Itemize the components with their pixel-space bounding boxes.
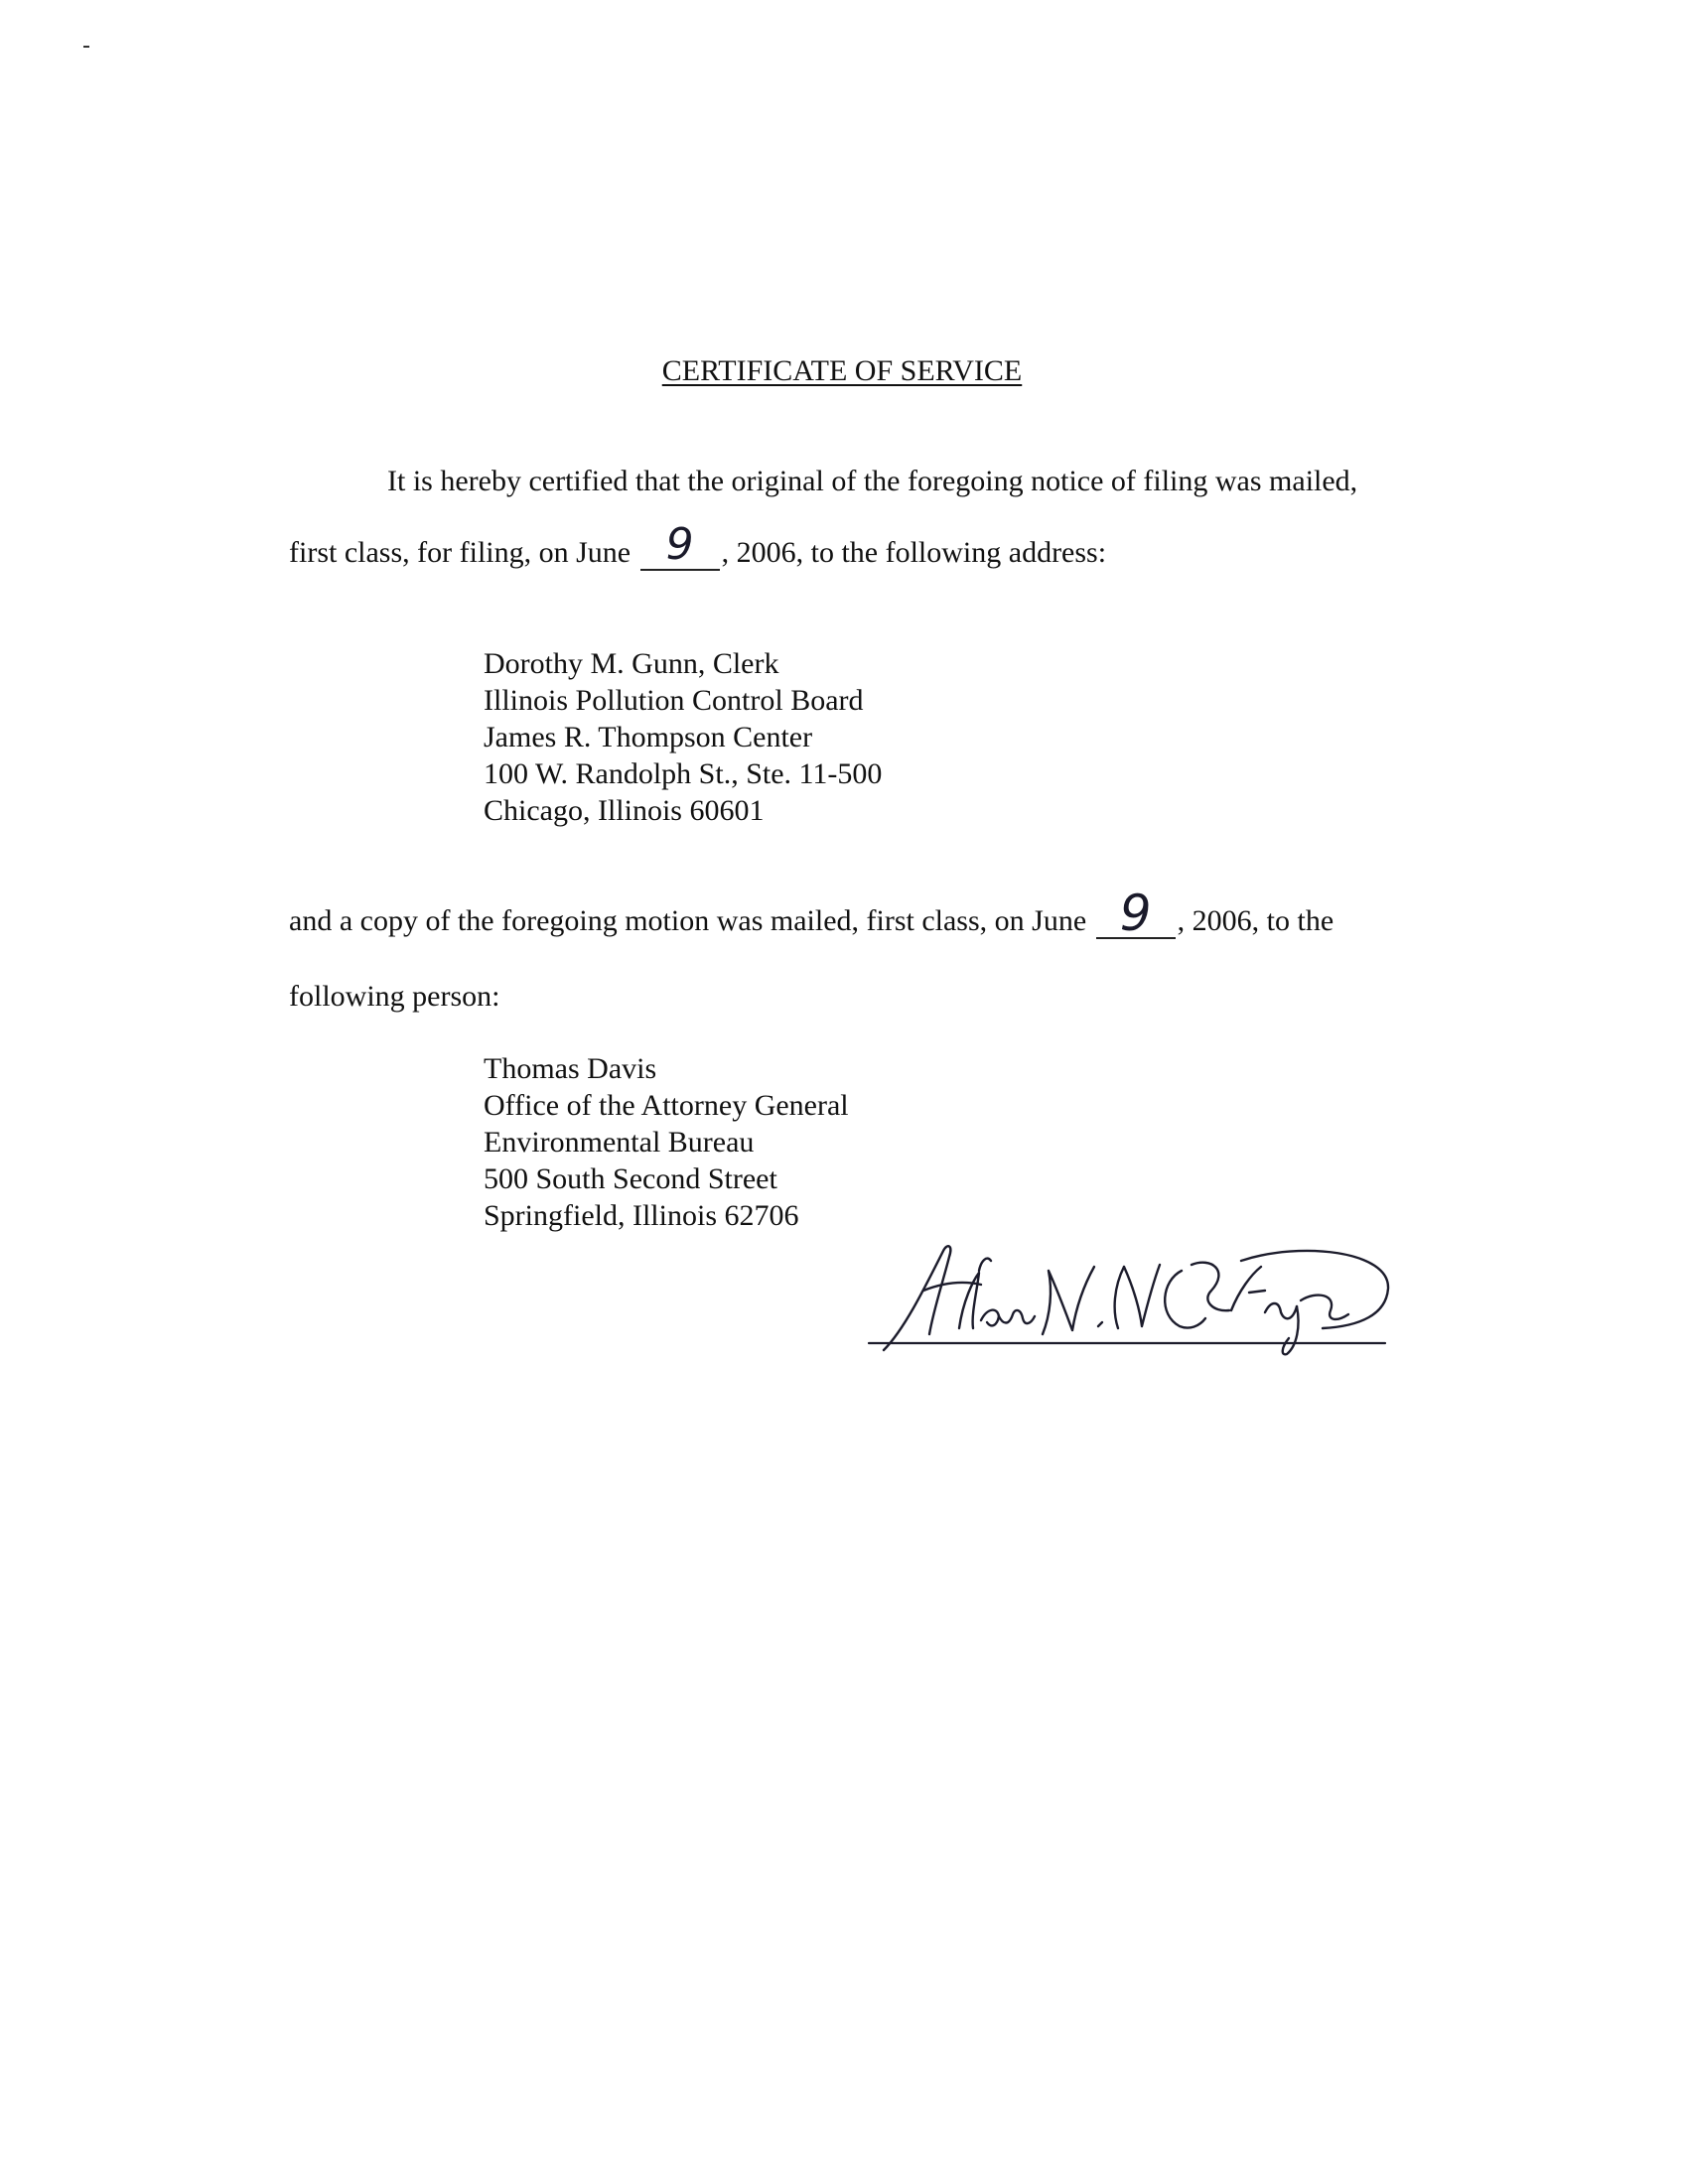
paragraph2-line2-text: following person:	[289, 980, 500, 1013]
address2-line: 500 South Second Street	[484, 1162, 777, 1195]
title-text: CERTIFICATE OF SERVICE	[661, 354, 1023, 387]
address-block-1	[484, 645, 882, 829]
address2-line: Thomas Davis	[484, 1052, 657, 1085]
scan-speck	[83, 46, 89, 48]
paragraph1-line1-text: It is hereby certified that the original of the foregoing notice of filing was mailed,	[387, 465, 1358, 497]
address1-line: James R. Thompson Center	[484, 721, 813, 753]
date-blank-1	[640, 519, 720, 571]
paragraph2-line1-prefix: and a copy of the foregoing motion was mailed, first class, on June	[289, 904, 1087, 937]
handwritten-day-2: 9	[1119, 885, 1152, 942]
paragraph2-line1	[289, 885, 1334, 942]
paragraph1-line2-prefix: first class, for filing, on June	[289, 536, 632, 569]
paragraph2-line2	[289, 979, 499, 1015]
paragraph2-line1-suffix: , 2006, to the	[1177, 904, 1334, 937]
page-title	[0, 353, 1684, 389]
address1-line: Dorothy M. Gunn, Clerk	[484, 647, 779, 680]
address1-line: Chicago, Illinois 60601	[484, 794, 765, 827]
paragraph1-line2-suffix: , 2006, to the following address:	[721, 536, 1107, 569]
address1-line: Illinois Pollution Control Board	[484, 684, 864, 717]
address1-line: 100 W. Randolph St., Ste. 11-500	[484, 757, 883, 790]
paragraph1-line2	[289, 519, 1107, 573]
paragraph1-line1	[387, 464, 1357, 499]
address-block-2	[484, 1050, 849, 1234]
address2-line: Environmental Bureau	[484, 1126, 755, 1159]
handwritten-signature	[864, 1231, 1400, 1360]
date-blank-2	[1096, 885, 1176, 942]
address2-line: Office of the Attorney General	[484, 1089, 849, 1122]
address2-line: Springfield, Illinois 62706	[484, 1199, 799, 1232]
handwritten-day-1: 9	[665, 519, 694, 570]
